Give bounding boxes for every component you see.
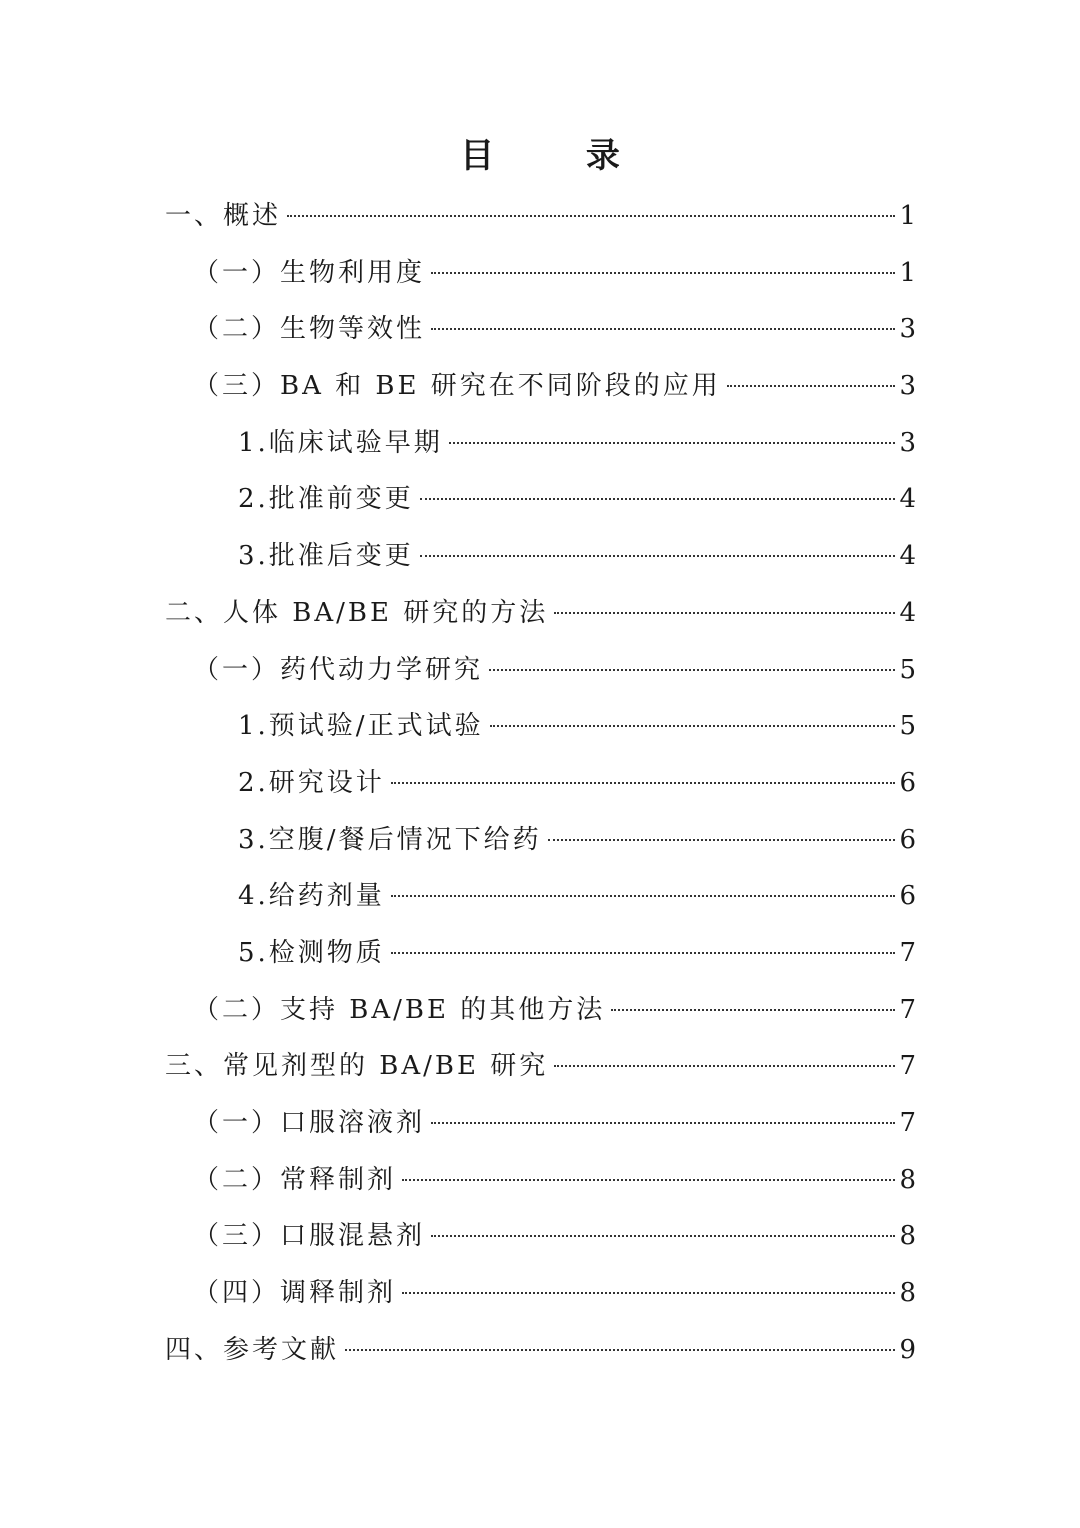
dot-leader: [449, 442, 896, 444]
toc-entry-page-number: 8: [899, 1164, 916, 1195]
toc-entry[interactable]: [0, 982, 1080, 1039]
toc-entry-label: （二）生物等效性: [193, 314, 426, 345]
toc-entry-label: （四）调释制剂: [193, 1278, 397, 1309]
dot-leader: [402, 1292, 895, 1294]
toc-entry[interactable]: [0, 1265, 1080, 1322]
toc-entry-page-number: 6: [899, 767, 916, 798]
toc-entry-page-number: 1: [899, 257, 916, 288]
dot-leader: [431, 1122, 895, 1124]
toc-entry-page-number: 5: [899, 654, 916, 685]
dot-leader: [391, 952, 896, 954]
toc-entry-label: 3.批准后变更: [238, 541, 414, 572]
dot-leader: [431, 272, 895, 274]
dot-leader: [489, 669, 895, 671]
dot-leader: [611, 1009, 895, 1011]
toc-entry-label: 1.临床试验早期: [238, 427, 443, 458]
toc-entry[interactable]: [0, 188, 1080, 245]
toc-entry[interactable]: [0, 1322, 1080, 1379]
dot-leader: [554, 1065, 895, 1067]
toc-entry-label: （一）生物利用度: [193, 257, 426, 288]
dot-leader: [727, 385, 896, 387]
dot-leader: [391, 782, 896, 784]
toc-entry-page-number: 7: [899, 1051, 916, 1082]
toc-entry-page-number: 8: [899, 1221, 916, 1252]
toc-entry-label: （一）药代动力学研究: [193, 654, 484, 685]
dot-leader: [345, 1349, 895, 1351]
toc-entry-label: （三）BA 和 BE 研究在不同阶段的应用: [193, 371, 721, 402]
toc-entry-page-number: 3: [899, 371, 916, 402]
toc-entry-page-number: 4: [899, 597, 916, 628]
toc-entry-label: （二）常释制剂: [193, 1164, 397, 1195]
dot-leader: [420, 498, 896, 500]
toc-entry[interactable]: [0, 698, 1080, 755]
toc-entry-page-number: 9: [899, 1334, 916, 1365]
toc-entry-page-number: 3: [899, 314, 916, 345]
toc-title: 目 录: [460, 136, 660, 176]
toc-entry-page-number: 4: [899, 484, 916, 515]
toc-entry-label: 二、人体 BA/BE 研究的方法: [165, 597, 549, 628]
toc-entry-page-number: 7: [899, 937, 916, 968]
toc-entry[interactable]: [0, 812, 1080, 869]
toc-entry[interactable]: [0, 755, 1080, 812]
toc-entry-label: 3.空腹/餐后情况下给药: [238, 824, 542, 855]
toc-entry-page-number: 6: [899, 824, 916, 855]
toc-entry-label: 4.给药剂量: [238, 881, 385, 912]
toc-entry-label: （一）口服溶液剂: [193, 1108, 426, 1138]
toc-entry[interactable]: [0, 1152, 1080, 1209]
toc-entry-page-number: 7: [899, 994, 916, 1025]
toc-entry[interactable]: [0, 1038, 1080, 1095]
toc-entry-label: 2.研究设计: [238, 767, 385, 798]
table-of-contents: [0, 188, 1080, 1378]
toc-entry-page-number: 4: [899, 541, 916, 572]
dot-leader: [420, 555, 896, 557]
toc-entry-label: （三）口服混悬剂: [193, 1221, 426, 1252]
toc-entry[interactable]: [0, 358, 1080, 415]
dot-leader: [554, 612, 895, 614]
toc-entry-label: （二）支持 BA/BE 的其他方法: [193, 994, 606, 1025]
dot-leader: [431, 1235, 895, 1237]
toc-entry[interactable]: [0, 301, 1080, 358]
toc-entry-page-number: 6: [899, 881, 916, 912]
toc-entry[interactable]: [0, 471, 1080, 528]
dot-leader: [490, 725, 896, 727]
toc-entry-label: 四、参考文献: [165, 1334, 340, 1365]
toc-entry-page-number: 5: [899, 711, 916, 742]
toc-entry-page-number: 1: [899, 201, 916, 231]
dot-leader: [548, 839, 896, 841]
dot-leader: [287, 215, 895, 217]
toc-entry[interactable]: [0, 415, 1080, 472]
toc-entry-label: 一、概述: [165, 201, 282, 231]
toc-entry[interactable]: [0, 245, 1080, 302]
toc-entry[interactable]: [0, 1208, 1080, 1265]
toc-entry[interactable]: [0, 925, 1080, 982]
toc-entry[interactable]: [0, 642, 1080, 699]
toc-entry-page-number: 3: [899, 427, 916, 458]
toc-entry[interactable]: [0, 1095, 1080, 1152]
toc-entry-page-number: 7: [899, 1108, 916, 1138]
dot-leader: [402, 1179, 895, 1181]
dot-leader: [431, 328, 895, 330]
toc-entry[interactable]: [0, 868, 1080, 925]
toc-entry-label: 三、常见剂型的 BA/BE 研究: [165, 1051, 549, 1082]
dot-leader: [391, 895, 896, 897]
toc-entry-label: 5.检测物质: [238, 937, 385, 968]
toc-entry-page-number: 8: [899, 1278, 916, 1309]
toc-entry-label: 1.预试验/正式试验: [238, 711, 484, 742]
toc-entry[interactable]: [0, 528, 1080, 585]
toc-entry-label: 2.批准前变更: [238, 484, 414, 515]
toc-entry[interactable]: [0, 585, 1080, 642]
